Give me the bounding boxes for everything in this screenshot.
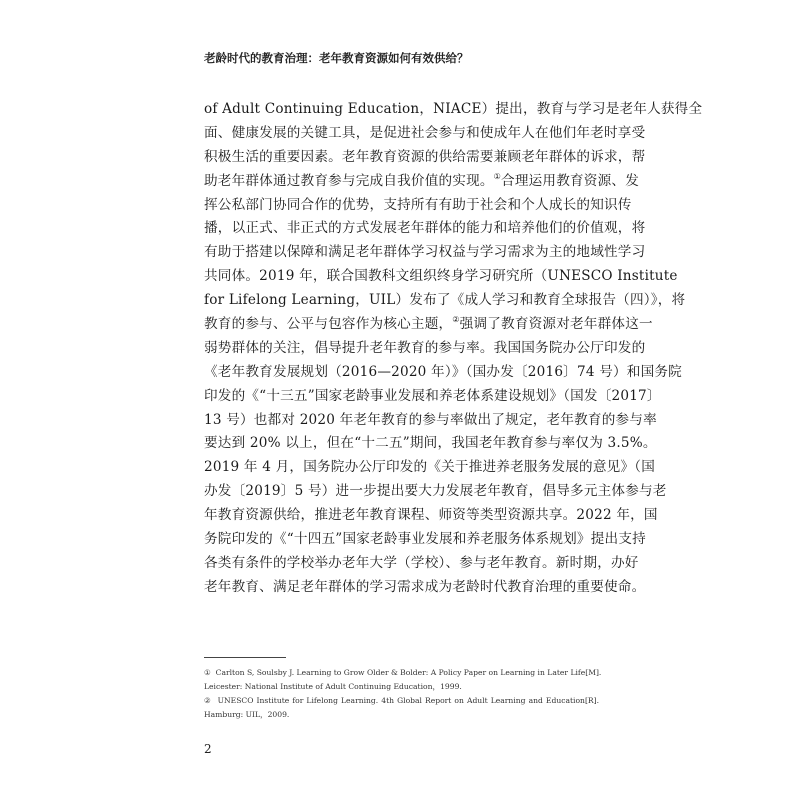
body-line (204, 409, 657, 433)
body-line-text: 办发〔2019〕5 号）进一步提出要大力发展老年教育，倡导多元主体参与老 (204, 483, 667, 500)
footnote-text: UNESCO Institute for Lifelong Learning. 4th Global Report on Adult Learning and Education[R]. (217, 696, 599, 705)
footnote-ref[interactable]: ② (452, 315, 460, 325)
body-line (204, 576, 646, 600)
body-line-text: 教育的参与、公平与包容作为核心主题， (204, 316, 453, 333)
footnote-ref[interactable]: ① (493, 171, 502, 181)
body-line-text: 助老年群体通过教育参与完成自我价值的实现。 (204, 172, 494, 189)
body-line-text: 年教育资源供给，推进老年教育课程、师资等类型资源共享。2022 年，国 (204, 507, 658, 524)
body-line-text: 挥公私部门协同合作的优势，支持所有有助于社会和个人成长的知识传 (204, 196, 632, 213)
body-line (204, 170, 639, 194)
body-line (204, 146, 646, 170)
body-line (204, 217, 646, 241)
body-line-text: 《老年教育发展规划（2016—2020 年）》（国办发〔2016〕74 号）和国务院 (204, 363, 682, 380)
body-line (204, 289, 686, 313)
body-line-text: 弱势群体的关注，倡导提升老年教育的参与率。我国国务院办公厅印发的 (204, 339, 646, 356)
body-line-text: 老年教育、满足老年群体的学习需求成为老龄时代教育治理的重要使命。 (204, 578, 646, 595)
body-line-text: 合理运用教育资源、发 (501, 172, 639, 189)
body-line (204, 122, 646, 146)
footnote-rule (204, 657, 286, 658)
body-line (204, 265, 678, 289)
body-line (204, 241, 646, 265)
body-line (204, 98, 703, 122)
body-line (204, 337, 646, 361)
body-line-text: 13 号）也都对 2020 年老年教育的参与率做出了规定，老年教育的参与率 (204, 411, 657, 428)
footnotes (204, 666, 602, 722)
body-line-text: 面、健康发展的关键工具，是促进社会参与和使成年人在他们年老时享受 (204, 124, 646, 141)
body-line (204, 504, 658, 528)
body-line-text: 印发的《“十三五”国家老龄事业发展和养老体系建设规划》（国发〔2017〕 (204, 387, 661, 404)
footnote-line (204, 666, 602, 680)
body-line (204, 385, 661, 409)
running-head: 老龄时代的教育治理：老年教育资源如何有效供给？ (204, 51, 469, 65)
body-line (204, 552, 639, 576)
body-line-text: 有助于搭建以保障和满足老年群体学习权益与学习需求为主的地域性学习 (204, 244, 646, 261)
body-line-text: of Adult Continuing Education，NIACE）提出，教育与学习是老年人获得全 (204, 101, 703, 117)
footnote-marker: ② (204, 696, 212, 705)
body-line (204, 432, 657, 456)
body-line-text: for Lifelong Learning，UIL）发布了《成人学习和教育全球报告（四）》，将 (204, 292, 686, 309)
footnote-text: Carlton S, Soulsby J. Learning to Grow Older & Bolder: A Policy Paper on Learning in Later Life[M]. (215, 668, 602, 677)
body-line-text: 共同体。2019 年，联合国教科文组织终身学习研究所（UNESCO Institute (204, 268, 678, 285)
body-line (204, 528, 646, 552)
body-text (204, 98, 703, 600)
footnote-text: Hamburg: UIL，2009. (204, 710, 290, 719)
body-line (204, 194, 632, 218)
body-line-text: 各类有条件的学校举办老年大学（学校）、参与老年教育。新时期，办好 (204, 554, 639, 571)
body-line-text: 务院印发的《“十四五”国家老龄事业发展和养老服务体系规划》提出支持 (204, 531, 646, 548)
footnote-line (204, 694, 599, 708)
body-line (204, 361, 682, 385)
body-line-text: 强调了教育资源对老年群体这一 (459, 316, 653, 333)
body-line-text: 要达到 20% 以上，但在“十二五”期间，我国老年教育参与率仅为 3.5%。 (204, 435, 657, 452)
body-line-text: 2019 年 4 月，国务院办公厅印发的《关于推进养老服务发展的意见》（国 (204, 459, 656, 476)
body-line (204, 313, 653, 337)
footnote-marker: ① (204, 668, 211, 677)
footnote-text: Leicester: National Institute of Adult Continuing Education，1999. (204, 682, 462, 691)
body-line-text: 播，以正式、非正式的方式发展老年群体的能力和培养他们的价值观，将 (204, 220, 646, 237)
body-line-text: 积极生活的重要因素。老年教育资源的供给需要兼顾老年群体的诉求，帮 (204, 148, 646, 165)
body-line (204, 480, 667, 504)
page-number: 2 (204, 742, 212, 756)
body-line (204, 456, 656, 480)
